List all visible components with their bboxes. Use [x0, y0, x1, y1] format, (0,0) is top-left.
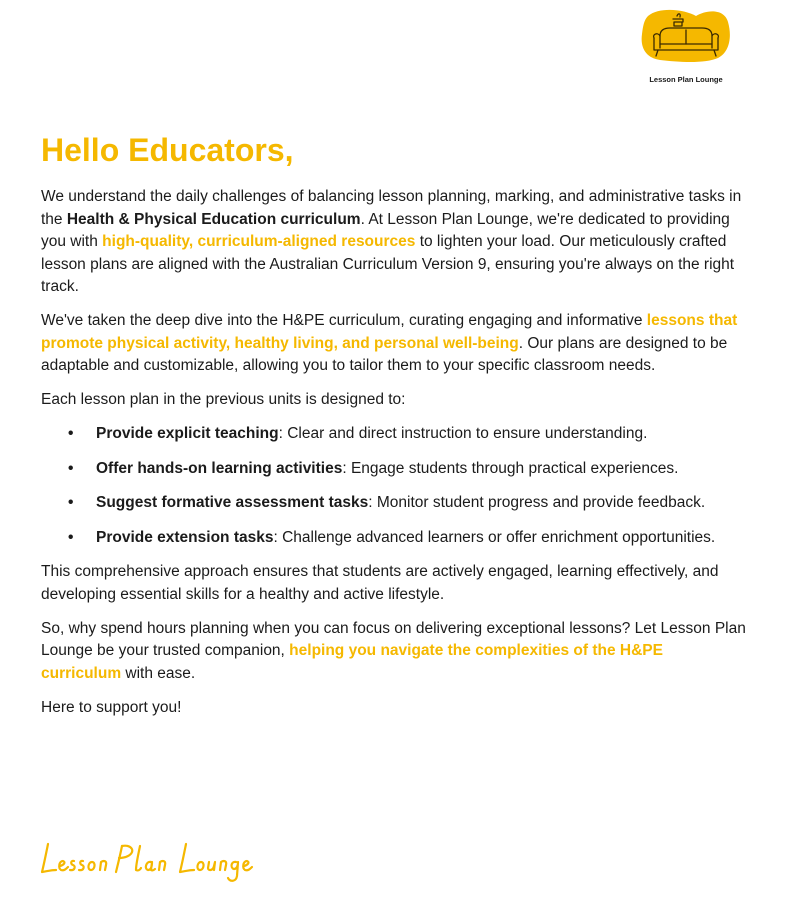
brand-logo	[638, 8, 734, 86]
text-run: . At Lesson Plan Lounge, we're dedicated to providing you with	[41, 210, 730, 250]
bullet-dot-icon: •	[68, 425, 74, 442]
list-item-text: : Challenge advanced learners or offer enrichment opportunities.	[273, 528, 716, 546]
list-item	[41, 492, 746, 515]
list-item	[41, 527, 746, 550]
list-item-text: : Engage students through practical experiences.	[342, 459, 679, 477]
bold-text: Health & Physical Education curriculum	[66, 210, 361, 228]
paragraph-curriculum	[41, 310, 746, 378]
list-item-title: Provide extension tasks	[96, 528, 274, 546]
text-run: So, why spend hours planning when you can focus on delivering exceptional lessons? Let Lesson Plan Lounge be your trusted companion,	[41, 619, 746, 659]
list-item-text: : Monitor student progress and provide feedback.	[368, 494, 706, 511]
text-run: to lighten your load. Our meticulously crafted lesson plans are aligned with the Australian Curriculum Version 9, ensuring you're always on the right track.	[41, 233, 735, 295]
paragraph-closing	[41, 618, 746, 686]
list-item	[41, 458, 746, 481]
list-item-text: : Clear and direct instruction to ensure understanding.	[278, 425, 648, 442]
letter-body	[41, 186, 746, 731]
bullet-dot-icon: •	[68, 459, 74, 477]
paragraph-signoff: Here to support you!	[41, 698, 182, 716]
sofa-icon	[638, 8, 734, 74]
highlight-text: helping you navigate the complexities of the H&PE curriculum	[41, 642, 663, 682]
bullet-dot-icon: •	[68, 528, 74, 546]
logo-text: Lesson Plan Lounge	[649, 75, 723, 84]
paragraph-list-intro: Each lesson plan in the previous units is designed to:	[41, 391, 406, 408]
highlight-text: lessons that promote physical activity, healthy living, and personal well-being	[41, 312, 738, 352]
list-item-title: Offer hands-on learning activities	[96, 459, 343, 477]
signature-logo	[38, 836, 298, 892]
list-item-title: Provide explicit teaching	[96, 425, 279, 442]
feature-list	[41, 423, 746, 549]
paragraph-approach: This comprehensive approach ensures that students are actively engaged, learning effectively, and developing essential skills for a healthy and active lifestyle.	[41, 563, 719, 603]
text-run: . Our plans are designed to be adaptable and customizable, allowing you to tailor them to your specific classroom needs.	[41, 334, 728, 374]
text-run: We understand the daily challenges of balancing lesson planning, marking, and administrative tasks in the	[41, 188, 742, 228]
text-run: with ease.	[121, 664, 196, 682]
page-title: Hello Educators,	[41, 132, 294, 168]
text-run: We've taken the deep dive into the H&PE curriculum, curating engaging and informative	[41, 312, 647, 329]
list-item	[41, 423, 746, 446]
bullet-dot-icon: •	[68, 494, 74, 511]
paragraph-intro	[41, 186, 746, 299]
list-item-title: Suggest formative assessment tasks	[96, 494, 369, 511]
highlight-text: high-quality, curriculum-aligned resources	[102, 233, 416, 250]
